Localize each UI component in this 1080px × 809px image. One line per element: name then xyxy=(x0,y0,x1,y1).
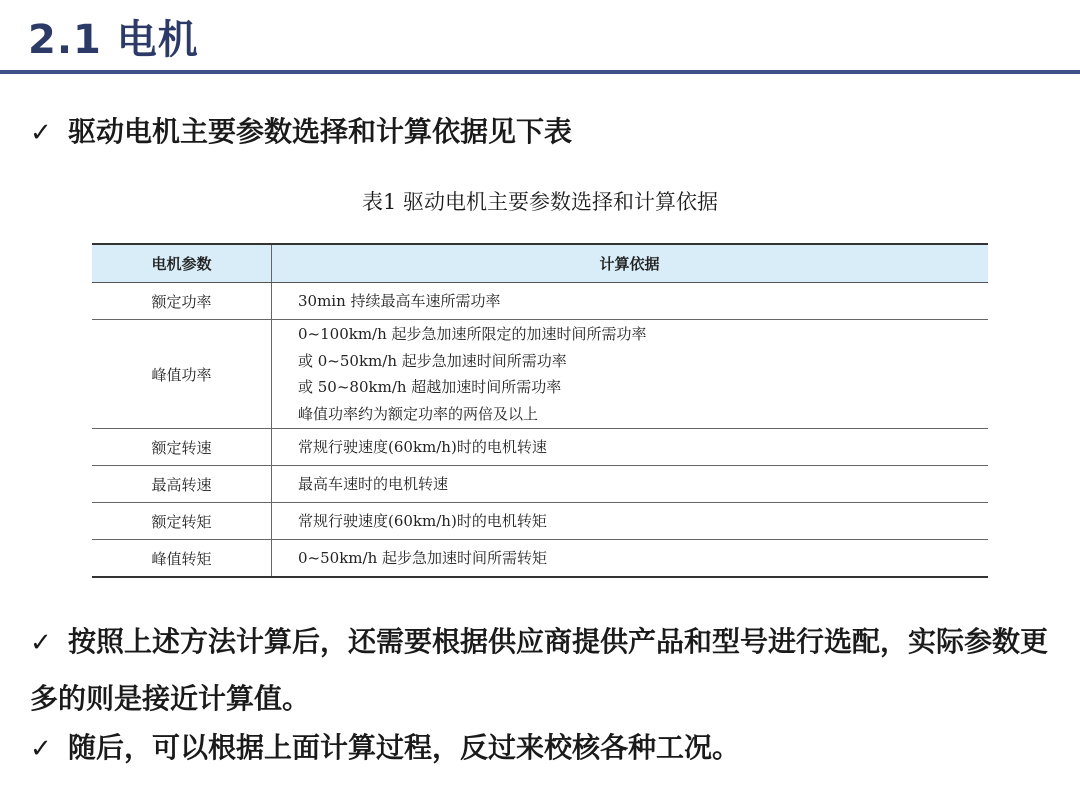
basis-line: 0~100km/h 起步急加速所限定的加速时间所需功率 xyxy=(298,325,647,343)
slide-title: 2.1 电机 xyxy=(28,17,199,63)
parameter-cell: 最高转速 xyxy=(92,466,272,503)
parameter-cell: 峰值转矩 xyxy=(92,540,272,578)
basis-cell xyxy=(272,320,989,429)
table-row xyxy=(92,320,988,429)
table-caption: 表1 驱动电机主要参数选择和计算依据 xyxy=(361,190,719,214)
basis-cell xyxy=(272,503,989,540)
basis-line: 或 0~50km/h 起步急加速时间所需功率 xyxy=(298,351,567,370)
basis-line: 最高车速时的电机转速 xyxy=(298,474,449,493)
checkmark-icon: ✓ xyxy=(30,734,52,764)
motor-parameter-table xyxy=(92,243,988,578)
basis-cell xyxy=(272,429,989,466)
column-header-parameter: 电机参数 xyxy=(92,244,272,283)
basis-line: 或 50~80km/h 超越加速时间所需功率 xyxy=(298,378,562,396)
basis-line: 30min 持续最高车速所需功率 xyxy=(298,291,501,310)
bullet-item xyxy=(30,614,1050,727)
table-header-row xyxy=(92,244,988,283)
bullet-text: 驱动电机主要参数选择和计算依据见下表 xyxy=(68,115,573,148)
parameter-cell: 额定转矩 xyxy=(92,503,272,540)
table-row xyxy=(92,503,988,540)
table-row xyxy=(92,429,988,466)
checkmark-icon: ✓ xyxy=(30,628,52,658)
table-row xyxy=(92,283,988,320)
basis-line: 常规行驶速度(60km/h)时的电机转速 xyxy=(298,437,547,456)
basis-line: 常规行驶速度(60km/h)时的电机转矩 xyxy=(298,511,547,530)
table-row xyxy=(92,466,988,503)
checkmark-icon: ✓ xyxy=(30,118,52,148)
basis-line: 0~50km/h 起步急加速时间所需转矩 xyxy=(298,548,547,567)
bullet-text: 按照上述方法计算后，还需要根据供应商提供产品和型号进行选配，实际参数更多的则是接近计算值。 xyxy=(30,625,1049,715)
parameter-cell: 额定转速 xyxy=(92,429,272,466)
title-divider xyxy=(0,70,1080,74)
basis-cell xyxy=(272,283,989,320)
parameter-cell: 额定功率 xyxy=(92,283,272,320)
bullet-text: 随后，可以根据上面计算过程，反过来校核各种工况。 xyxy=(68,731,741,764)
basis-line: 峰值功率约为额定功率的两倍及以上 xyxy=(298,404,539,423)
column-header-basis: 计算依据 xyxy=(272,244,989,283)
basis-cell xyxy=(272,540,989,578)
bullet-item xyxy=(30,104,1050,161)
bullet-item xyxy=(30,720,1050,777)
table-row xyxy=(92,540,988,578)
basis-cell xyxy=(272,466,989,503)
parameter-cell: 峰值功率 xyxy=(92,320,272,429)
